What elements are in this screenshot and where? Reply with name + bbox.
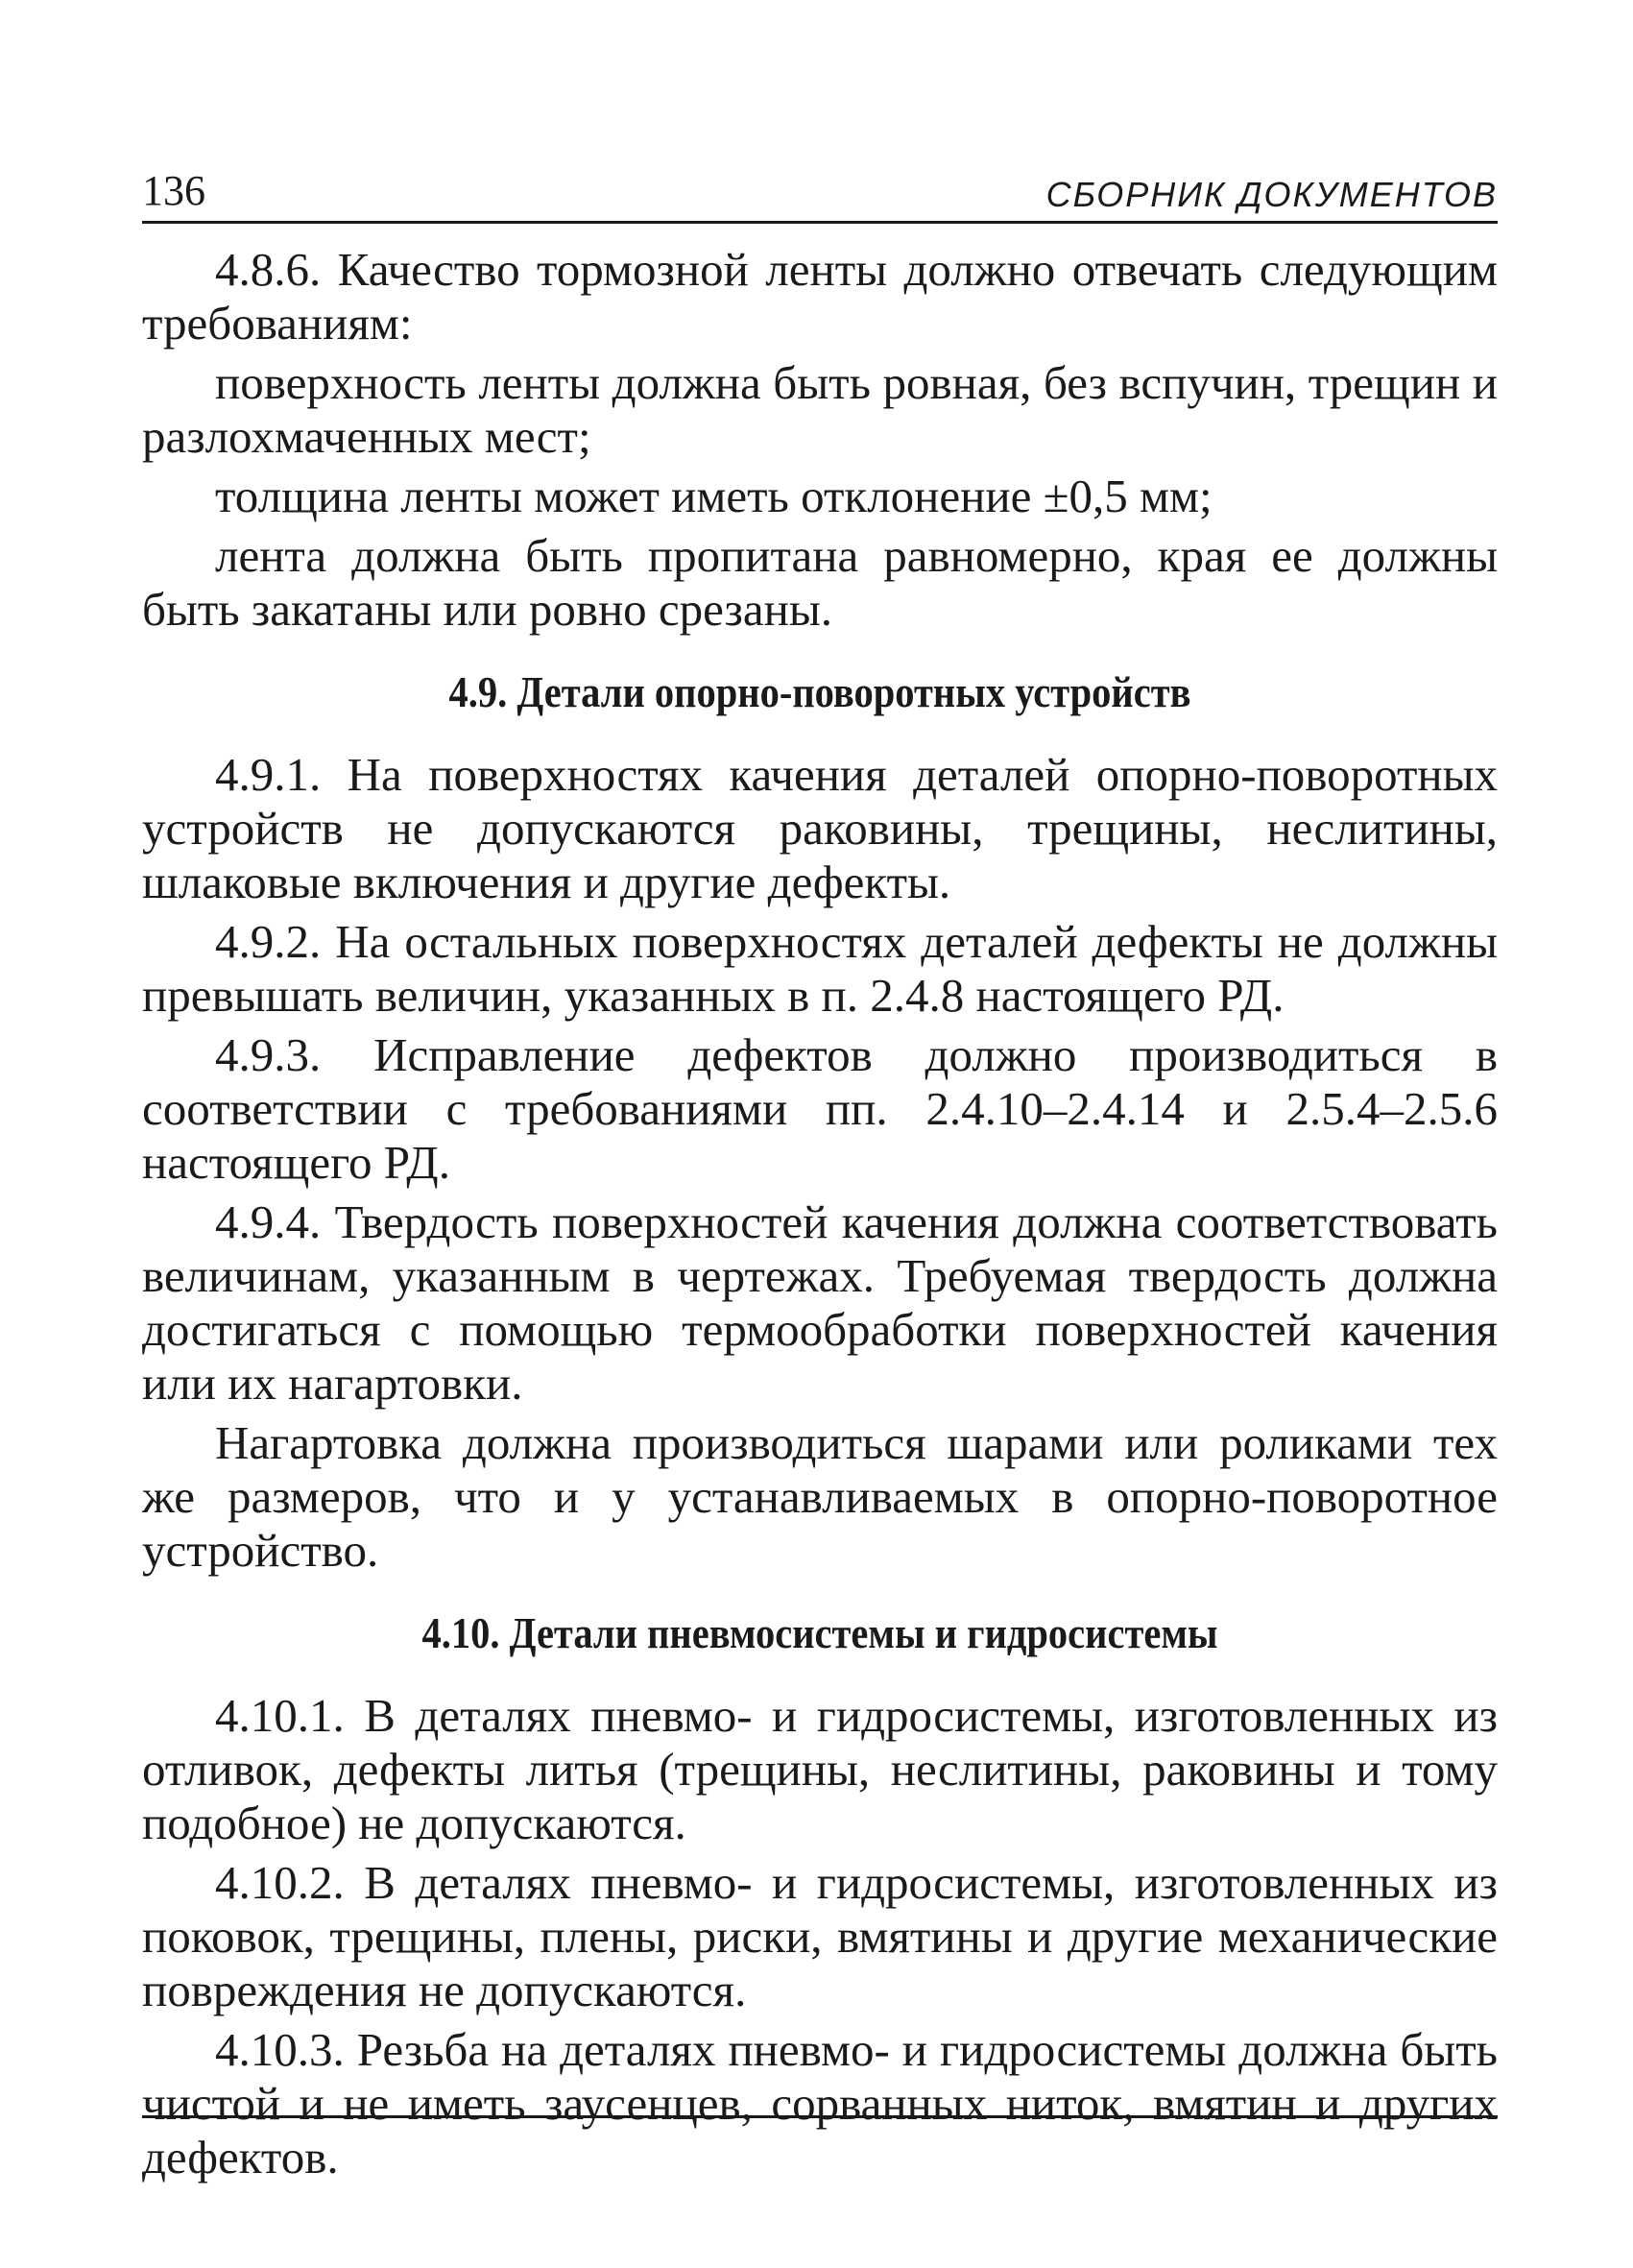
paragraph-4-10-3: 4.10.3. Резьба на деталях пневмо- и гидросистемы должна быть чистой и не иметь заусенцев, сорванных ниток, вмятин и других дефектов. — [142, 2023, 1498, 2184]
running-head — [142, 154, 1498, 224]
bottom-rule — [142, 2115, 1498, 2118]
paragraph-hardening: Нагартовка должна производиться шарами или роликами тех же размеров, что и у устанавливаемых в опорно-поворотное устройство. — [142, 1416, 1498, 1577]
page-number: 136 — [142, 167, 205, 214]
paragraph-4-9-4: 4.9.4. Твердость поверхностей качения должна соответствовать величинам, указанным в чертежах. Требуемая твердость должна достигаться с помощью термообработки поверхностей качения или их нагартовки. — [142, 1195, 1498, 1410]
paragraph-4-8-6: 4.8.6. Качество тормозной ленты должно отвечать следующим требованиям: — [142, 243, 1498, 350]
document-page — [142, 154, 1498, 2184]
paragraph-thickness-requirement: толщина ленты может иметь отклонение ±0,5 мм; — [215, 470, 1213, 522]
paragraph-4-10-1: 4.10.1. В деталях пневмо- и гидросистемы, изготовленных из отливок, дефекты литья (трещины, неслитины, раковины и тому подобное) не допускаются. — [142, 1689, 1498, 1849]
paragraph-4-10-2: 4.10.2. В деталях пневмо- и гидросистемы, изготовленных из поковок, трещины, плены, риски, вмятины и другие механические повреждения не допускаются. — [142, 1856, 1498, 2016]
paragraph-4-9-3: 4.9.3. Исправление дефектов должно производиться в соответствии с требованиями пп. 2.4.10–2.4.14 и 2.5.4–2.5.6 настоящего РД. — [142, 1028, 1498, 1189]
document-body — [142, 243, 1498, 2184]
section-heading-4-9: 4.9. Детали опорно-поворотных устройств — [448, 668, 1191, 716]
running-head-title: СБОРНИК ДОКУМЕНТОВ — [1045, 175, 1498, 214]
paragraph-impregnation-requirement: лента должна быть пропитана равномерно, края ее должны быть закатаны или ровно срезаны. — [142, 529, 1498, 636]
paragraph-surface-requirement: поверхность ленты должна быть ровная, без вспучин, трещин и разлохмаченных мест; — [142, 356, 1498, 463]
section-heading-4-10: 4.10. Детали пневмосистемы и гидросистемы — [421, 1609, 1218, 1657]
paragraph-4-9-1: 4.9.1. На поверхностях качения деталей опорно-поворотных устройств не допускаются раковины, трещины, неслитины, шлаковые включения и другие дефекты. — [142, 748, 1498, 908]
paragraph-4-9-2: 4.9.2. На остальных поверхностях деталей дефекты не должны превышать величин, указанных в п. 2.4.8 настоящего РД. — [142, 915, 1498, 1022]
